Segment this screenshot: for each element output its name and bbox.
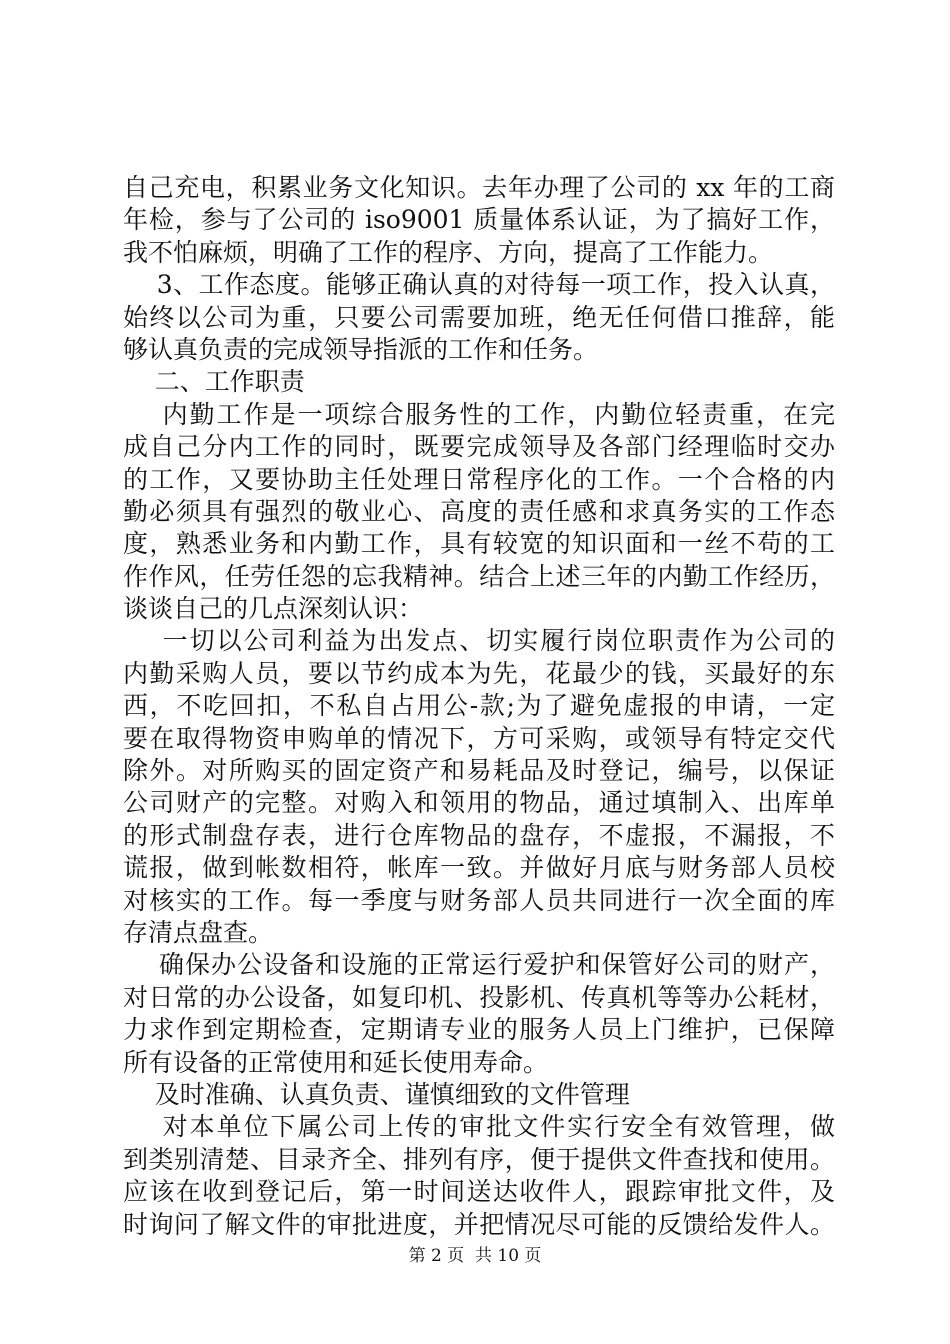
text-line: 的形式制盘存表，进行仓库物品的盘存，不虚报，不漏报，不	[123, 820, 835, 850]
text-line: 谈谈自己的几点深刻认识：	[123, 594, 424, 624]
text-line: 作作风，任劳任怨的忘我精神。结合上述三年的内勤工作经历，	[123, 561, 835, 591]
text-line: 的工作，又要协助主任处理日常程序化的工作。一个合格的内	[123, 464, 835, 494]
text-line: 勤必须具有强烈的敬业心、高度的责任感和求真务实的工作态	[123, 496, 835, 526]
text-line: 所有设备的正常使用和延长使用寿命。	[123, 1047, 549, 1077]
text-line: 存清点盘查。	[123, 917, 274, 947]
text-line: 对本单位下属公司上传的审批文件实行安全有效管理，做	[123, 1112, 835, 1142]
text-line: 要在取得物资申购单的情况下，方可采购，或领导有特定交代	[123, 723, 835, 753]
text-line: 成自己分内工作的同时，既要完成领导及各部门经理临时交办	[123, 432, 835, 462]
document-body	[123, 172, 835, 1241]
text-line: 度，熟悉业务和内勤工作，具有较宽的知识面和一丝不苟的工	[123, 529, 835, 559]
text-line: 谎报，做到帐数相符，帐库一致。并做好月底与财务部人员校	[123, 853, 835, 883]
text-line: 力求作到定期检查，定期请专业的服务人员上门维护，已保障	[123, 1015, 835, 1045]
text-line: 除外。对所购买的固定资产和易耗品及时登记，编号，以保证	[123, 756, 835, 786]
text-line: 我不怕麻烦，明确了工作的程序、方向，提高了工作能力。	[123, 237, 774, 267]
section-heading: 二、工作职责	[123, 367, 305, 397]
text-line: 到类别清楚、目录齐全、排列有序，便于提供文件查找和使用。	[123, 1144, 835, 1174]
text-line: 够认真负责的完成领导指派的工作和任务。	[123, 334, 599, 364]
text-line: 年检，参与了公司的 iso9001 质量体系认证，为了搞好工作，	[123, 205, 835, 235]
text-line: 自己充电，积累业务文化知识。去年办理了公司的 xx 年的工商	[123, 173, 835, 202]
text-line: 始终以公司为重，只要公司需要加班，绝无任何借口推辞，能	[123, 302, 835, 332]
text-line: 西，不吃回扣，不私自占用公-款;为了避免虚报的申请，一定	[123, 691, 835, 721]
text-line: 对日常的办公设备，如复印机、投影机、传真机等等办公耗材，	[123, 982, 835, 1012]
text-line: 公司财产的完整。对购入和领用的物品，通过填制入、出库单	[123, 788, 835, 818]
text-line: 确保办公设备和设施的正常运行爱护和保管好公司的财产，	[123, 950, 835, 980]
text-line: 时询问了解文件的审批进度，并把情况尽可能的反馈给发件人。	[123, 1209, 835, 1239]
text-line: 应该在收到登记后，第一时间送达收件人，跟踪审批文件，及	[123, 1177, 835, 1207]
text-line: 对核实的工作。每一季度与财务部人员共同进行一次全面的库	[123, 885, 835, 915]
section-heading: 及时准确、认真负责、谨慎细致的文件管理	[123, 1079, 630, 1109]
text-line: 内勤采购人员，要以节约成本为先，花最少的钱，买最好的东	[123, 658, 835, 688]
page-number-footer: 第 2 页 共 10 页	[408, 1246, 542, 1266]
text-line: 3、工作态度。能够正确认真的对待每一项工作，投入认真，	[123, 270, 835, 300]
text-line: 一切以公司利益为出发点、切实履行岗位职责作为公司的	[123, 626, 835, 656]
text-line: 内勤工作是一项综合服务性的工作，内勤位轻责重，在完	[123, 399, 835, 429]
